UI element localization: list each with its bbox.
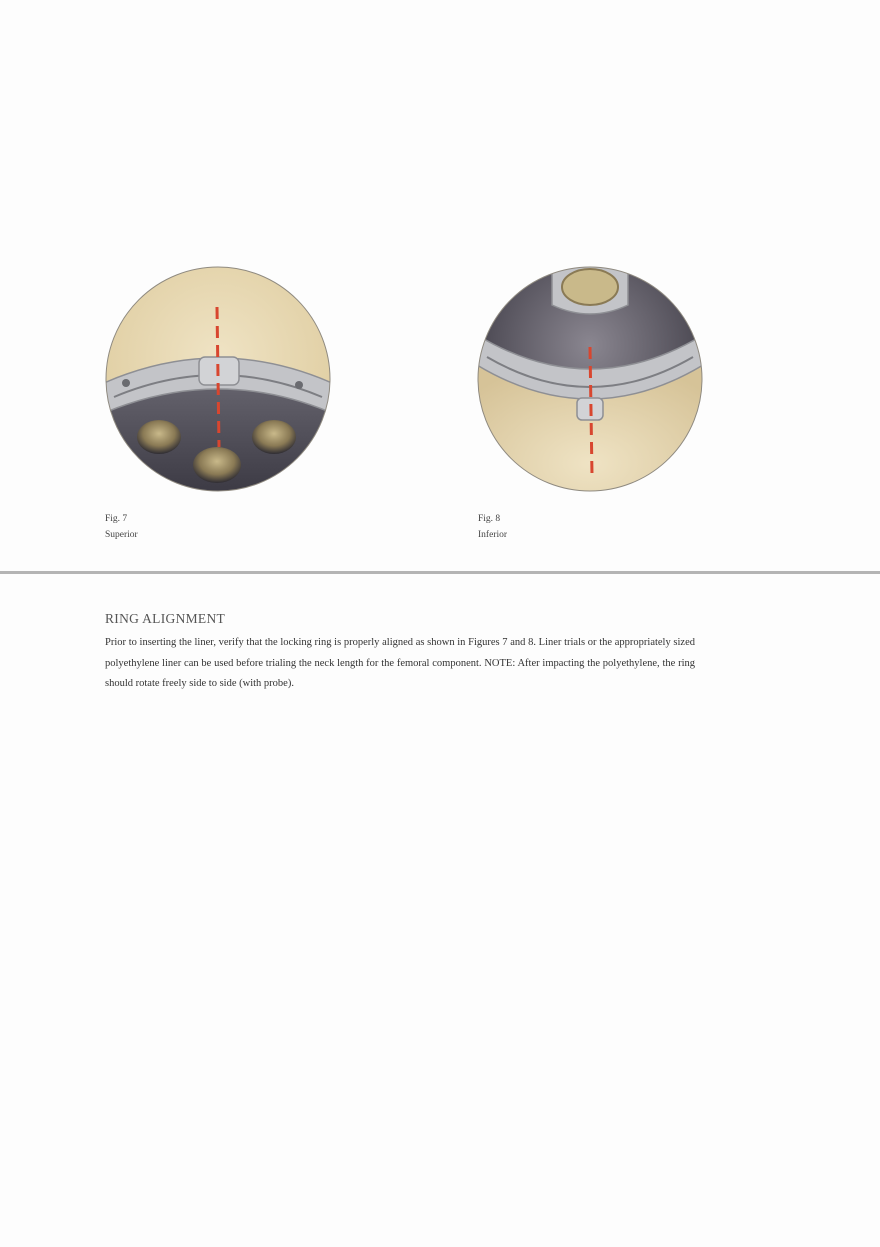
cup-hole-center — [193, 447, 241, 483]
section-heading: RING ALIGNMENT — [105, 611, 226, 626]
figure-8-label: Inferior — [478, 530, 508, 540]
section-divider — [0, 571, 880, 574]
figure-7-svg — [104, 265, 332, 493]
figure-7-number: Fig. 7 — [105, 514, 128, 524]
figure-8-caption — [478, 511, 507, 543]
cup-top-hole — [562, 269, 618, 305]
figure-7-label: Superior — [105, 530, 138, 540]
cup-hole-left — [137, 420, 181, 454]
figure-7-illustration — [104, 265, 332, 493]
figure-8-number: Fig. 8 — [478, 514, 501, 524]
figure-8-svg — [477, 265, 703, 493]
cup-hole-right — [252, 420, 296, 454]
figure-7-caption — [105, 511, 138, 543]
figure-8-illustration — [477, 265, 703, 493]
section-body: Prior to inserting the liner, verify that the locking ring is properly aligned as shown in Figures 7 and 8. Liner trials or the appropriately sized polyethylene liner can be used before trialing the neck length for the femoral component. NOTE: After impacting the polyethylene, the ring should rotate freely side to side (with probe). — [105, 637, 695, 689]
